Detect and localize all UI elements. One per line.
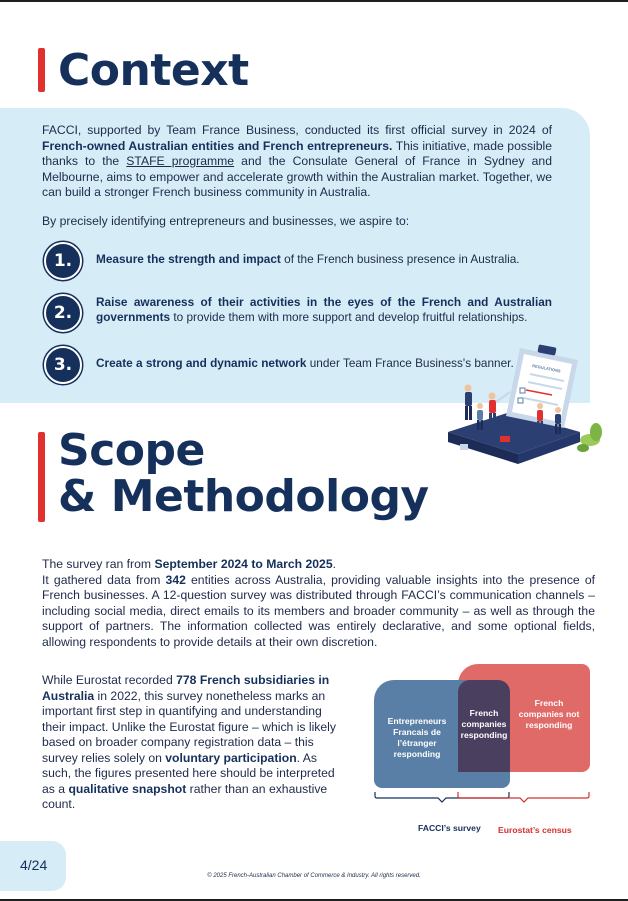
copyright-footer: © 2025 French-Australian Chamber of Commerce & Industry. All rights reserved. — [207, 873, 421, 879]
objective-1-bold: Measure the strength and impact — [96, 252, 281, 266]
context-p1-bold: French-owned Australian entities and French entrepreneurs. — [42, 138, 393, 153]
venn-left-label: Entrepreneurs Francais de l’étranger responding — [387, 716, 447, 759]
scope-title — [58, 425, 429, 522]
item-number-3: 3. — [44, 346, 82, 384]
item-number-1: 1. — [44, 242, 82, 280]
context-accent-bar — [38, 48, 45, 92]
scope-p1-text-c: . — [332, 557, 336, 571]
objective-3-rest: under Team France Business's banner. — [306, 356, 514, 370]
item-number-2: 2. — [44, 294, 82, 332]
objective-2-rest: to provide them with more support and develop fruitful relationships. — [170, 310, 528, 324]
objective-item-1 — [96, 252, 536, 267]
eurostat-census-label: Eurostat’s census — [498, 825, 572, 835]
scope-p2-subsidiaries: 778 French subsidiaries in Australia — [42, 673, 330, 703]
stafe-programme-link[interactable]: STAFE programme — [126, 154, 235, 168]
scope-p2-text-c: in 2022, this survey nonetheless marks an important first step in quantifying and understanding their impact. Unlike the Eurostat figure – which is likely based on broader company registration data – this survey relies solely on — [42, 688, 336, 765]
scope-p1-text-f: entities across Australia, providing valuable insights into the presence of French businesses. A 12-question survey was distributed through FACCI’s communication channels – including social media, direct emails to its members and broader community – as well as through the support of partners. The information collected was entirely declarative, and some optional fields, allowing respondents to provide details at their own discretion. — [42, 572, 596, 649]
scope-p1-text-a: The survey ran from — [42, 557, 155, 571]
scope-p2-voluntary: voluntary participation — [165, 750, 297, 765]
scope-p1-text-d: It gathered data from — [42, 572, 166, 587]
scope-title-line-1: Scope — [58, 425, 205, 476]
page-number: 4/24 — [20, 857, 48, 873]
team-clipboard-illustration — [440, 340, 602, 468]
scope-title-line-2: & Methodology — [58, 471, 429, 522]
scope-p2-text-a: While Eurostat recorded — [42, 673, 177, 687]
scope-p2-snapshot: qualitative snapshot — [68, 781, 187, 796]
scope-p1-period: September 2024 to March 2025 — [154, 557, 333, 571]
objective-3-bold: Create a strong and dynamic network — [96, 356, 307, 370]
context-p1-text-a: FACCI, supported by Team France Business, conducted its first official survey in 2024 of — [42, 123, 552, 137]
venn-overlap-label: French companies responding — [460, 708, 508, 740]
context-paragraph-1 — [42, 123, 552, 201]
facci-survey-label: FACCI’s survey — [418, 823, 481, 833]
objective-2-bold: Raise awareness of their activities in the eyes of the French and Australian governments — [96, 295, 552, 324]
clipboard-heading: REGULATIONS — [531, 363, 562, 374]
venn-right-label: French companies not responding — [518, 698, 580, 730]
top-border — [0, 0, 628, 2]
scope-paragraph-2 — [42, 673, 336, 813]
venn-diagram — [374, 664, 590, 835]
context-title: Context — [58, 45, 249, 96]
scope-p2-text-e: . As such, the figures presented here should be interpreted as a — [42, 750, 335, 796]
scope-accent-bar — [38, 432, 45, 522]
context-p1-text-d: and the Consulate General of France in Sydney and Melbourne, aims to empower and accelerate growth within the Australian market. Together, we can build a stronger French business community in Australia. — [42, 154, 552, 199]
context-paragraph-2: By precisely identifying entrepreneurs and businesses, we aspire to: — [42, 214, 410, 228]
venn-brackets — [374, 788, 590, 808]
scope-p2-text-g: rather than an exhaustive count. — [42, 781, 328, 811]
objective-item-2 — [96, 295, 552, 325]
context-p1-text-c: This initiative, made possible thanks to the — [42, 138, 553, 168]
objective-1-rest: of the French business presence in Australia. — [280, 252, 520, 266]
scope-paragraph-1 — [42, 557, 595, 650]
scope-p1-count: 342 — [165, 572, 186, 587]
